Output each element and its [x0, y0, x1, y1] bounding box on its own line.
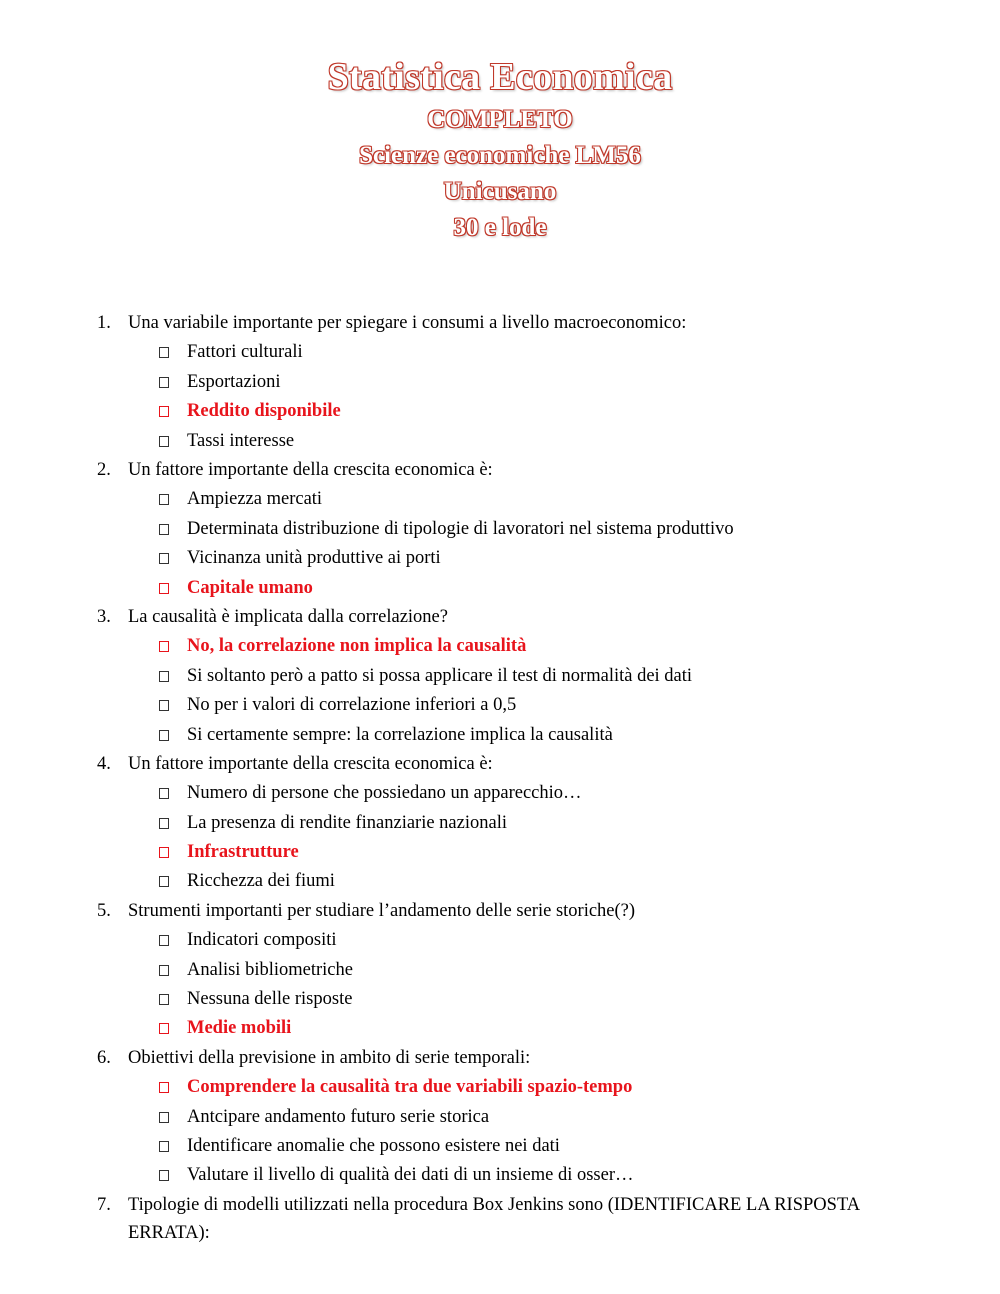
- subtitle-university: Unicusano: [443, 178, 557, 205]
- answer-option-label: La presenza di rendite finanziarie nazionali: [187, 812, 507, 833]
- question-item: [0, 456, 1000, 485]
- answer-option: [0, 926, 1000, 955]
- answer-option-correct: [0, 1073, 1000, 1102]
- answer-option-label: Tassi interesse: [187, 430, 295, 451]
- answer-option: [0, 809, 1000, 838]
- answer-option: [0, 338, 1000, 367]
- checkbox-icon: [159, 788, 169, 799]
- checkbox-icon: [159, 1082, 169, 1093]
- checkbox-icon: [159, 436, 169, 447]
- checkbox-icon: [159, 494, 169, 505]
- answer-option-label: Si soltanto però a patto si possa applicare il test di normalità dei dati: [187, 665, 693, 686]
- subtitle-grade: 30 e lode: [453, 214, 547, 241]
- answer-option-label: Vicinanza unità produttive ai porti: [187, 548, 441, 569]
- checkbox-icon: [159, 935, 169, 946]
- answer-option-label: Analisi bibliometriche: [187, 959, 353, 980]
- checkbox-icon: [159, 818, 169, 829]
- answer-option-label: Reddito disponibile: [187, 401, 341, 422]
- document-title: Statistica Economica: [327, 56, 673, 98]
- answer-option-label: Valutare il livello di qualità dei dati di un insieme di osser…: [187, 1165, 634, 1186]
- checkbox-icon: [159, 671, 169, 682]
- quiz-list: [0, 309, 1000, 1247]
- answer-option-label: Infrastrutture: [187, 842, 299, 863]
- answer-option: [0, 1103, 1000, 1132]
- question-item: [0, 750, 1000, 779]
- question-text: Un fattore importante della crescita economica è:: [128, 459, 493, 480]
- answer-option-label: Ampiezza mercati: [187, 489, 323, 510]
- checkbox-icon: [159, 406, 169, 417]
- question-item: [0, 309, 1000, 338]
- checkbox-icon: [159, 965, 169, 976]
- checkbox-icon: [159, 700, 169, 711]
- question-item: [0, 1044, 1000, 1073]
- answer-option-correct: [0, 1014, 1000, 1043]
- checkbox-icon: [159, 1023, 169, 1034]
- answer-option-correct: [0, 574, 1000, 603]
- document-header: [0, 52, 1000, 246]
- question-text: Obiettivi della previsione in ambito di serie temporali:: [128, 1047, 531, 1068]
- question-number: 4.: [97, 753, 111, 774]
- answer-option: [0, 662, 1000, 691]
- answer-option-label: No, la correlazione non implica la causalità: [187, 636, 527, 657]
- answer-option-label: Comprendere la causalità tra due variabili spazio-tempo: [187, 1077, 633, 1098]
- answer-option-label: Antcipare andamento futuro serie storica: [187, 1106, 490, 1127]
- question-number: 6.: [97, 1047, 111, 1068]
- answer-option: [0, 985, 1000, 1014]
- checkbox-icon: [159, 641, 169, 652]
- checkbox-icon: [159, 347, 169, 358]
- checkbox-icon: [159, 994, 169, 1005]
- answer-option-label: Medie mobili: [187, 1018, 292, 1039]
- answer-option: [0, 1132, 1000, 1161]
- checkbox-icon: [159, 876, 169, 887]
- answer-option-label: Indicatori compositi: [187, 930, 337, 951]
- checkbox-icon: [159, 1112, 169, 1123]
- answer-option: [0, 485, 1000, 514]
- answer-option: [0, 368, 1000, 397]
- answer-option-label: Identificare anomalie che possono esistere nei dati: [187, 1136, 560, 1157]
- checkbox-icon: [159, 730, 169, 741]
- answer-option-correct: [0, 838, 1000, 867]
- question-item: [0, 897, 1000, 926]
- subtitle-course: Scienze economiche LM56: [359, 142, 641, 169]
- checkbox-icon: [159, 524, 169, 535]
- answer-option: [0, 427, 1000, 456]
- answer-option-label: Esportazioni: [187, 371, 281, 392]
- question-number: 1.: [97, 313, 111, 333]
- answer-option: [0, 956, 1000, 985]
- question-text: Un fattore importante della crescita economica è:: [128, 753, 493, 774]
- answer-option: [0, 544, 1000, 573]
- answer-option-correct: [0, 397, 1000, 426]
- checkbox-icon: [159, 847, 169, 858]
- question-number: 2.: [97, 459, 111, 480]
- question-item: [0, 1191, 1000, 1247]
- checkbox-icon: [159, 553, 169, 564]
- answer-option: [0, 1161, 1000, 1190]
- checkbox-icon: [159, 1141, 169, 1152]
- question-text: Tipologie di modelli utilizzati nella procedura Box Jenkins sono (IDENTIFICARE LA RISPOSTA ERRATA):: [128, 1194, 860, 1243]
- answer-option-label: Capitale umano: [187, 577, 313, 598]
- question-text: Strumenti importanti per studiare l’andamento delle serie storiche(?): [128, 900, 636, 921]
- answer-option: [0, 779, 1000, 808]
- checkbox-icon: [159, 377, 169, 388]
- question-number: 3.: [97, 606, 111, 627]
- answer-option: [0, 721, 1000, 750]
- answer-option: [0, 515, 1000, 544]
- answer-option-label: Determinata distribuzione di tipologie di lavoratori nel sistema produttivo: [187, 518, 734, 539]
- answer-option-label: Ricchezza dei fiumi: [187, 871, 335, 892]
- answer-option-label: Fattori culturali: [187, 342, 303, 363]
- answer-option-label: No per i valori di correlazione inferiori a 0,5: [187, 695, 517, 716]
- answer-option: [0, 867, 1000, 896]
- answer-option-label: Numero di persone che possiedano un apparecchio…: [187, 783, 582, 804]
- answer-option-correct: [0, 632, 1000, 661]
- question-item: [0, 603, 1000, 632]
- answer-option: [0, 691, 1000, 720]
- answer-option-label: Si certamente sempre: la correlazione implica la causalità: [187, 724, 613, 745]
- checkbox-icon: [159, 583, 169, 594]
- question-number: 5.: [97, 900, 111, 921]
- checkbox-icon: [159, 1170, 169, 1181]
- question-text: La causalità è implicata dalla correlazione?: [128, 606, 448, 627]
- answer-option-label: Nessuna delle risposte: [187, 989, 353, 1010]
- subtitle-completo: COMPLETO: [427, 106, 573, 133]
- question-text: Una variabile importante per spiegare i consumi a livello macroeconomico:: [128, 313, 687, 333]
- question-number: 7.: [97, 1194, 111, 1215]
